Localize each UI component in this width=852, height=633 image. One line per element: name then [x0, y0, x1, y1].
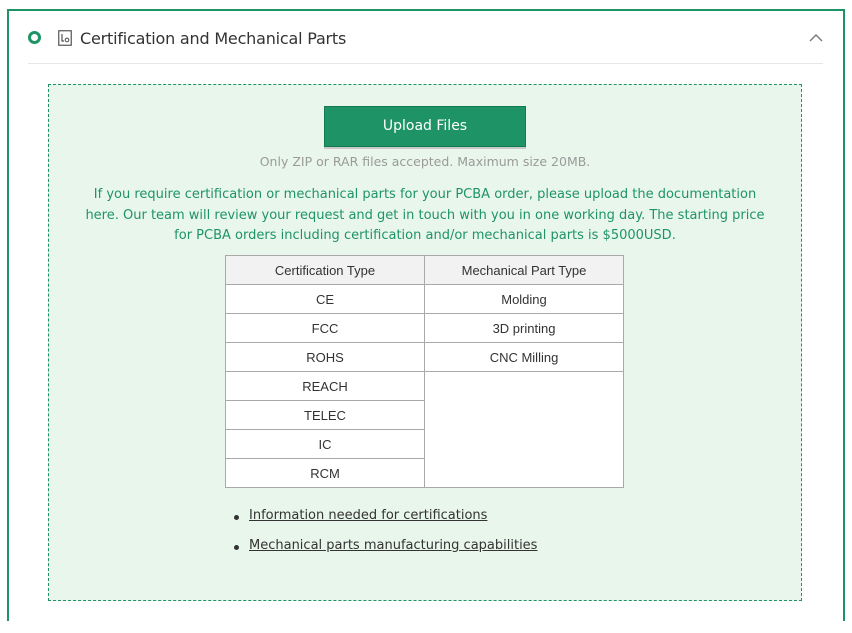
- list-item: [249, 508, 537, 538]
- table-row: [226, 343, 624, 372]
- table-row: [226, 314, 624, 343]
- mechanical-part-cell: CNC Milling: [425, 343, 624, 372]
- types-table: [225, 255, 624, 488]
- certification-cell: REACH: [226, 372, 425, 401]
- mechanical-part-empty-cell: [425, 372, 624, 488]
- header-mechanical-part-type: Mechanical Part Type: [425, 256, 624, 285]
- radio-selected-icon[interactable]: [28, 31, 41, 44]
- certification-cell: IC: [226, 430, 425, 459]
- certification-panel: [7, 9, 845, 621]
- mechanical-part-cell: 3D printing: [425, 314, 624, 343]
- mechanical-part-cell: Molding: [425, 285, 624, 314]
- certification-info-link[interactable]: Information needed for certifications: [249, 508, 488, 523]
- upload-hint: Only ZIP or RAR files accepted. Maximum size 20MB.: [259, 154, 591, 169]
- upload-dropzone[interactable]: [48, 84, 802, 601]
- list-item: [249, 538, 537, 568]
- chevron-up-icon[interactable]: [809, 33, 823, 42]
- certification-cell: RCM: [226, 459, 425, 488]
- table-header-row: [226, 256, 624, 285]
- table-row: [226, 285, 624, 314]
- table-row: [226, 372, 624, 401]
- certification-cell: ROHS: [226, 343, 425, 372]
- header-certification-type: Certification Type: [226, 256, 425, 285]
- mechanical-capabilities-link[interactable]: Mechanical parts manufacturing capabilities: [249, 538, 538, 553]
- certification-cell: TELEC: [226, 401, 425, 430]
- info-links: [249, 508, 537, 568]
- certification-cell: FCC: [226, 314, 425, 343]
- section-header[interactable]: [28, 11, 823, 64]
- upload-files-button[interactable]: Upload Files: [324, 106, 526, 147]
- upload-description: If you require certification or mechanical parts for your PCBA order, please upload the documentation here. Our team will review your request and get in touch with you in one working day. The starting price for PCBA orders including certification and/or mechanical parts is $5000USD.: [85, 187, 765, 243]
- document-icon: [58, 30, 72, 46]
- certification-cell: CE: [226, 285, 425, 314]
- section-title: Certification and Mechanical Parts: [80, 29, 347, 48]
